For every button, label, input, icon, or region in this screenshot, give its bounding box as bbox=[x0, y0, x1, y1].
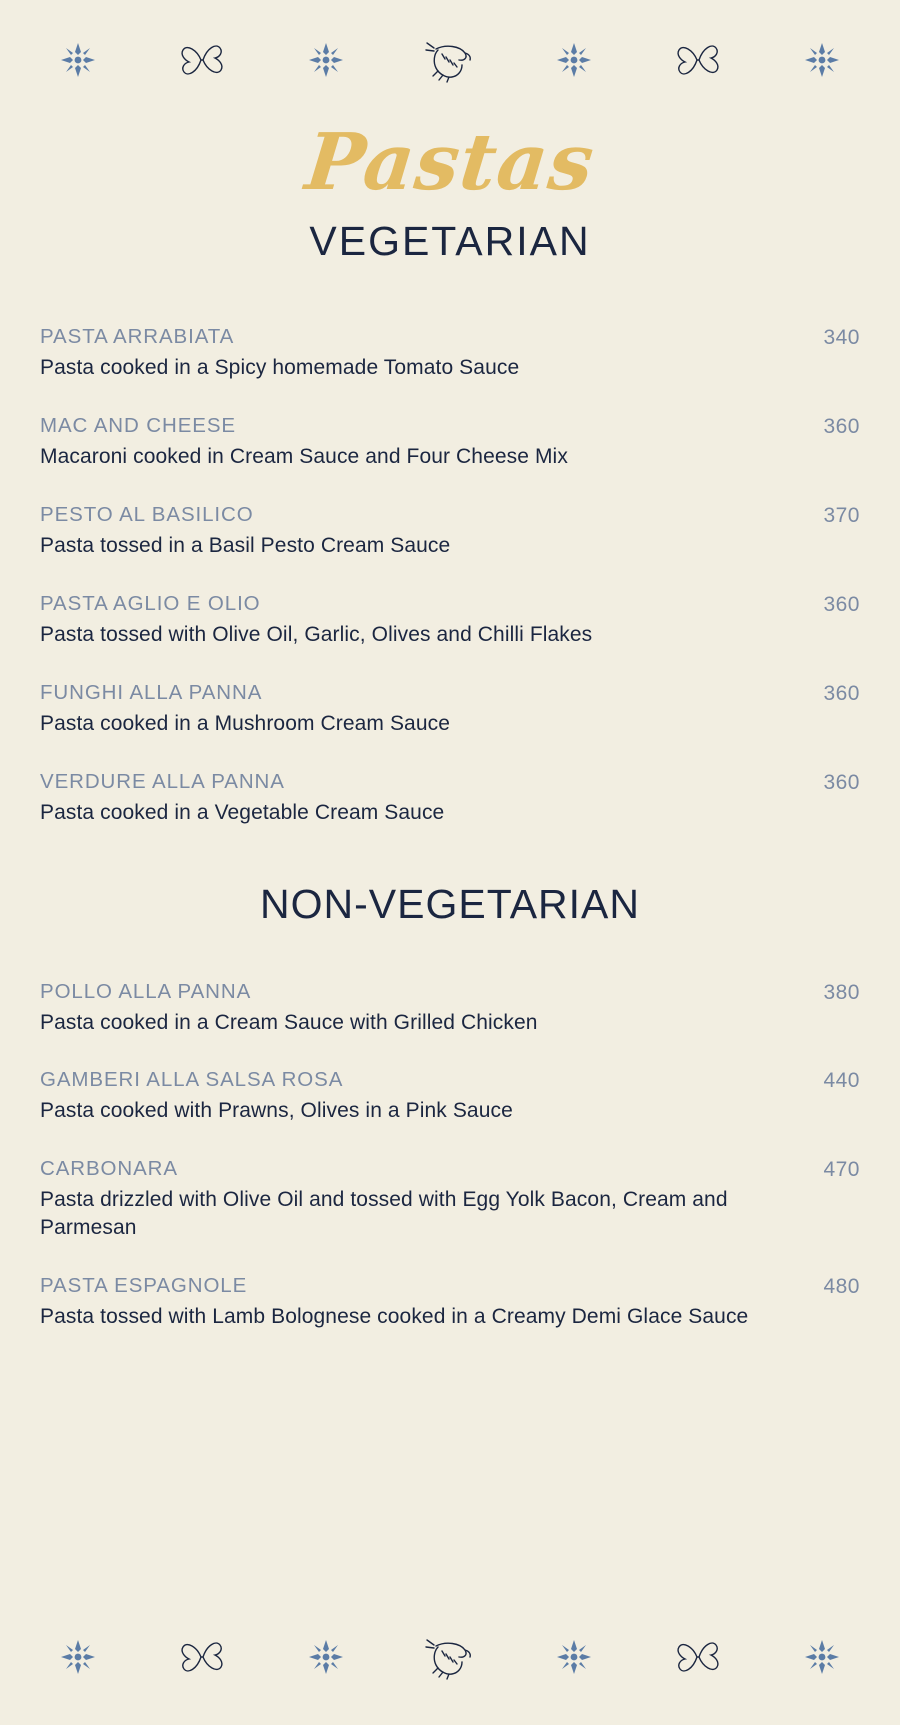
menu-item bbox=[40, 503, 860, 560]
menu-item-name: PASTA ARRABIATA bbox=[40, 325, 235, 348]
menu-item-name: PASTA ESPAGNOLE bbox=[40, 1274, 248, 1298]
farfalle-icon bbox=[174, 32, 230, 88]
menu-item-name: FUNGHI ALLA PANNA bbox=[40, 680, 263, 704]
menu-item-description: Pasta cooked in a Mushroom Cream Sauce bbox=[40, 711, 450, 735]
menu-item bbox=[40, 325, 860, 382]
menu-item-text bbox=[40, 1157, 780, 1242]
menu-item-text bbox=[40, 1274, 748, 1331]
flower-icon bbox=[298, 32, 354, 88]
menu-item-price: 380 bbox=[823, 980, 860, 1004]
ornament-row-top bbox=[0, 0, 900, 88]
menu-item bbox=[40, 1274, 860, 1331]
farfalle-icon bbox=[174, 1629, 230, 1685]
menu-item-text bbox=[40, 980, 538, 1037]
menu-item-description: Pasta tossed in a Basil Pesto Cream Sauce bbox=[40, 533, 451, 557]
shrimp-icon bbox=[422, 1629, 478, 1685]
flower-icon bbox=[546, 32, 602, 88]
farfalle-icon bbox=[670, 1629, 726, 1685]
flower-icon bbox=[50, 32, 106, 88]
menu-item-name: VERDURE ALLA PANNA bbox=[40, 769, 285, 793]
menu-group-non-vegetarian bbox=[40, 980, 860, 1332]
menu-item-price: 440 bbox=[823, 1069, 860, 1093]
menu-item-name: CARBONARA bbox=[40, 1157, 178, 1181]
menu-item-description: Macaroni cooked in Cream Sauce and Four Cheese Mix bbox=[40, 444, 568, 468]
menu-item-name: PESTO AL BASILICO bbox=[40, 502, 254, 526]
menu-item-description: Pasta tossed with Lamb Bolognese cooked in a Creamy Demi Glace Sauce bbox=[40, 1305, 749, 1329]
menu-item-text bbox=[40, 414, 568, 471]
section-heading-non-vegetarian: NON-VEGETARIAN bbox=[260, 880, 640, 927]
ornament-row-bottom bbox=[0, 1629, 900, 1685]
menu-item-name: MAC AND CHEESE bbox=[40, 413, 236, 437]
flower-icon bbox=[298, 1629, 354, 1685]
farfalle-icon bbox=[670, 32, 726, 88]
menu-item bbox=[40, 592, 860, 649]
menu-item-description: Pasta drizzled with Olive Oil and tossed with Egg Yolk Bacon, Cream and Parmesan bbox=[40, 1188, 728, 1240]
menu-list bbox=[0, 325, 900, 1331]
menu-item-text bbox=[40, 503, 450, 560]
menu-item-name: GAMBERI ALLA SALSA ROSA bbox=[40, 1068, 344, 1092]
flower-icon bbox=[794, 32, 850, 88]
menu-item-description: Pasta cooked in a Spicy homemade Tomato Sauce bbox=[40, 356, 520, 379]
menu-group-vegetarian bbox=[40, 325, 860, 827]
menu-item bbox=[40, 681, 860, 738]
menu-item bbox=[40, 414, 860, 471]
menu-item-text bbox=[40, 325, 519, 382]
menu-item-text bbox=[40, 1068, 513, 1125]
flower-icon bbox=[794, 1629, 850, 1685]
menu-item-description: Pasta cooked with Prawns, Olives in a Pink Sauce bbox=[40, 1099, 513, 1123]
menu-item-name: POLLO ALLA PANNA bbox=[40, 979, 252, 1003]
flower-icon bbox=[50, 1629, 106, 1685]
page-title: Pastas bbox=[301, 117, 599, 208]
menu-item-price: 360 bbox=[823, 592, 860, 616]
menu-item-name: PASTA AGLIO E OLIO bbox=[40, 591, 261, 615]
menu-item-price: 360 bbox=[823, 681, 860, 705]
menu-item-price: 360 bbox=[823, 770, 860, 794]
menu-item bbox=[40, 770, 860, 827]
menu-item-description: Pasta tossed with Olive Oil, Garlic, Olives and Chilli Flakes bbox=[40, 622, 593, 646]
page-header bbox=[0, 117, 900, 265]
menu-item-text bbox=[40, 681, 450, 738]
section-heading-vegetarian: VEGETARIAN bbox=[309, 218, 591, 264]
menu-item-text bbox=[40, 770, 444, 827]
menu-item-price: 480 bbox=[823, 1275, 860, 1299]
menu-item-description: Pasta cooked in a Vegetable Cream Sauce bbox=[40, 800, 445, 824]
menu-item bbox=[40, 1068, 860, 1125]
menu-item-text bbox=[40, 592, 592, 649]
menu-item-price: 470 bbox=[823, 1158, 860, 1182]
shrimp-icon bbox=[422, 32, 478, 88]
menu-item bbox=[40, 1157, 860, 1242]
flower-icon bbox=[546, 1629, 602, 1685]
menu-item-description: Pasta cooked in a Cream Sauce with Grilled Chicken bbox=[40, 1010, 538, 1034]
menu-item-price: 360 bbox=[823, 414, 860, 438]
menu-item-price: 370 bbox=[823, 503, 860, 527]
menu-item-price: 340 bbox=[823, 326, 860, 349]
menu-item bbox=[40, 980, 860, 1037]
section-heading-wrap bbox=[40, 881, 860, 928]
